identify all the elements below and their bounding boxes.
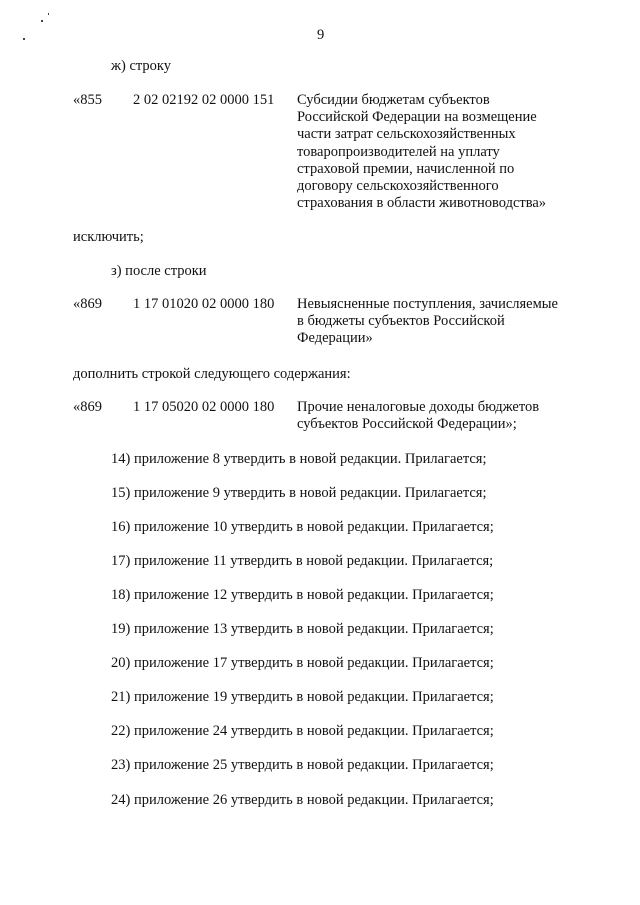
row-kbk-code: 1 17 01020 02 0000 180: [133, 296, 275, 312]
description-line: Невыясненные поступления, зачисляемые: [297, 296, 558, 312]
scan-speck: [48, 13, 49, 15]
description-line: части затрат сельскохозяйственных: [297, 126, 516, 143]
description-line: страхования в области животноводства»: [297, 195, 547, 212]
scan-speck: [23, 38, 25, 40]
list-item: 15) приложение 9 утвердить в новой редакции. Прилагается;: [111, 485, 487, 501]
section-zh-label: ж) строку: [111, 58, 172, 74]
list-item: 18) приложение 12 утвердить в новой редакции. Прилагается;: [111, 587, 494, 603]
section-z-label: з) после строки: [111, 263, 207, 279]
list-item: 16) приложение 10 утвердить в новой редакции. Прилагается;: [111, 519, 494, 535]
list-item: 14) приложение 8 утвердить в новой редакции. Прилагается;: [111, 451, 487, 467]
row-description: [297, 92, 546, 212]
description-line: товаропроизводителей на уплату: [297, 143, 500, 160]
list-item: 17) приложение 11 утвердить в новой редакции. Прилагается;: [111, 553, 494, 569]
description-line: страховой премии, начисленной по: [297, 160, 515, 177]
list-item: 20) приложение 17 утвердить в новой редакции. Прилагается;: [111, 655, 494, 671]
description-line: в бюджеты субъектов Российской: [297, 313, 505, 330]
list-item: 23) приложение 25 утвердить в новой редакции. Прилагается;: [111, 757, 494, 773]
list-item: 24) приложение 26 утвердить в новой редакции. Прилагается;: [111, 792, 494, 808]
description-line: Российской Федерации на возмещение: [297, 109, 537, 126]
row-description: [297, 296, 558, 348]
row-kbk-code: 1 17 05020 02 0000 180: [133, 399, 275, 415]
section-zh-action: исключить;: [73, 229, 144, 245]
description-line: Субсидии бюджетам субъектов: [297, 92, 490, 108]
row-admin-code: «855: [73, 92, 102, 108]
section-z-action: дополнить строкой следующего содержания:: [73, 366, 351, 382]
description-line: Федерации»: [297, 330, 373, 347]
description-line: договору сельскохозяйственного: [297, 178, 499, 195]
row-description: [297, 399, 539, 433]
row-kbk-code: 2 02 02192 02 0000 151: [133, 92, 275, 108]
list-item: 19) приложение 13 утвердить в новой редакции. Прилагается;: [111, 621, 494, 637]
scan-speck: [41, 20, 43, 22]
row-admin-code: «869: [73, 399, 102, 415]
row-admin-code: «869: [73, 296, 102, 312]
page-number: 9: [317, 27, 325, 43]
list-item: 21) приложение 19 утвердить в новой редакции. Прилагается;: [111, 689, 494, 705]
description-line: субъектов Российской Федерации»;: [297, 416, 517, 433]
description-line: Прочие неналоговые доходы бюджетов: [297, 399, 540, 415]
list-item: 22) приложение 24 утвердить в новой редакции. Прилагается;: [111, 723, 494, 739]
